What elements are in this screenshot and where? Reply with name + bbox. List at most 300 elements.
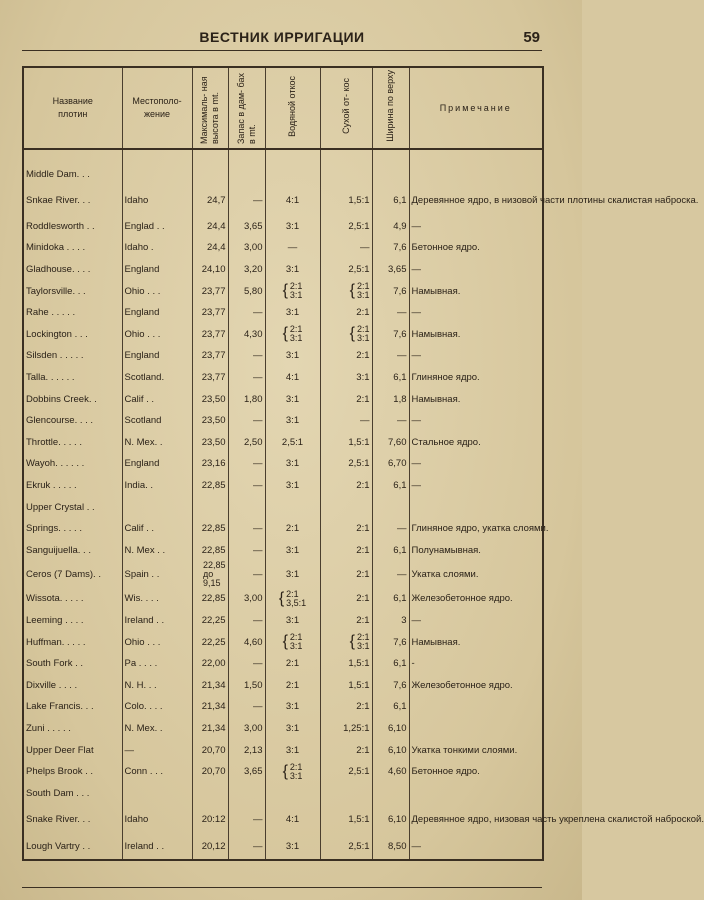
cell-name: Phelps Brook . .: [23, 761, 122, 783]
cell-crest-width: 3,65: [372, 259, 409, 281]
cell-upstream-slope: 4:1: [265, 186, 320, 216]
table-spacer-row: [23, 149, 543, 164]
cell-name: Huffman. . . . .: [23, 631, 122, 653]
cell-name: Throttle. . . . .: [23, 432, 122, 454]
cell-downstream-slope: 1,5:1: [320, 804, 372, 834]
cell-height: 23,77: [192, 280, 228, 302]
cell-location: N. Mex . .: [122, 540, 192, 562]
cell-location: England: [122, 302, 192, 324]
stacked-value: 2:1: [289, 281, 303, 292]
cell-crest-width: 7,6: [372, 324, 409, 346]
col-header-location: [122, 67, 192, 149]
cell-storage: —: [228, 804, 265, 834]
cell-location: Colo. . . .: [122, 696, 192, 718]
cell-location: N. Mex. .: [122, 718, 192, 740]
cell-downstream-slope: 2:1: [320, 588, 372, 610]
cell-upstream-slope: 3:1: [265, 739, 320, 761]
cell-upstream-slope: [265, 280, 320, 302]
cell-upstream-slope: 3:1: [265, 561, 320, 588]
cell-location: Idaho .: [122, 237, 192, 259]
spacer-cell: [122, 149, 192, 164]
spacer-cell: [23, 149, 122, 164]
cell-upstream-slope: [265, 761, 320, 783]
cell-crest-width: 6,1: [372, 475, 409, 497]
cell-upstream-slope: 2:1: [265, 518, 320, 540]
cell-note: —: [409, 475, 543, 497]
cell-downstream-slope: 1,5:1: [320, 674, 372, 696]
table-row: [23, 475, 543, 497]
cell-height: 22,85: [192, 588, 228, 610]
cell-crest-width: 6,1: [372, 696, 409, 718]
brace-mark: {: [282, 633, 288, 651]
cell-height: 23,50: [192, 432, 228, 454]
cell-downstream-slope: 2:1: [320, 540, 372, 562]
col-header-height: [192, 67, 228, 149]
cell-location: Ohio . . .: [122, 631, 192, 653]
cell-name: Ekruk . . . . .: [23, 475, 122, 497]
cell-name: Minidoka . . . .: [23, 237, 122, 259]
brace-mark: {: [349, 633, 355, 651]
table-row: [23, 410, 543, 432]
table-row: [23, 761, 543, 783]
cell-downstream-slope: 2:1: [320, 388, 372, 410]
cell-upstream-slope: 2:1: [265, 674, 320, 696]
table-row: [23, 804, 543, 834]
cell-crest-width: —: [372, 561, 409, 588]
cell-name: Springs. . . . .: [23, 518, 122, 540]
cell-note: Полунамывная.: [409, 540, 543, 562]
cell-note: Деревянное ядро, низовая часть укреплена скалистой наброской.: [409, 804, 543, 834]
cell-name: Silsden . . . . .: [23, 345, 122, 367]
cell-upstream-slope: [265, 782, 320, 804]
stacked-values: [357, 325, 370, 343]
stacked-values: [290, 282, 303, 300]
cell-storage: 3,65: [228, 761, 265, 783]
cell-height: 20:12: [192, 804, 228, 834]
cell-upstream-slope: 2,5:1: [265, 432, 320, 454]
cell-storage: —: [228, 345, 265, 367]
cell-crest-width: —: [372, 410, 409, 432]
cell-upstream-slope: [265, 588, 320, 610]
cell-downstream-slope: 2:1: [320, 475, 372, 497]
cell-downstream-slope: [320, 324, 372, 346]
brace-mark: {: [282, 325, 288, 343]
cell-note: —: [409, 302, 543, 324]
table-row: [23, 496, 543, 518]
stacked-values: [357, 282, 370, 300]
cell-storage: 3,20: [228, 259, 265, 281]
cell-name: Gladhouse. . . .: [23, 259, 122, 281]
cell-crest-width: 6,10: [372, 739, 409, 761]
cell-location: [122, 164, 192, 186]
cell-name: Glencourse. . . .: [23, 410, 122, 432]
cell-upstream-slope: [265, 324, 320, 346]
table-row: [23, 280, 543, 302]
cell-downstream-slope: [320, 631, 372, 653]
cell-crest-width: 6,1: [372, 653, 409, 675]
cell-note: [409, 782, 543, 804]
cell-crest-width: 6,1: [372, 186, 409, 216]
cell-note: —: [409, 610, 543, 632]
cell-downstream-slope: 2:1: [320, 518, 372, 540]
cell-upstream-slope: 3:1: [265, 259, 320, 281]
cell-location: Ireland . .: [122, 834, 192, 860]
col-header-notes-text: Примечание: [439, 102, 512, 113]
cell-upstream-slope: —: [265, 237, 320, 259]
cell-note: —: [409, 216, 543, 238]
cell-location: N. Mex. .: [122, 432, 192, 454]
cell-name: Lockington . . .: [23, 324, 122, 346]
cell-height: 24,7: [192, 186, 228, 216]
cell-downstream-slope: 2:1: [320, 561, 372, 588]
table-row: [23, 739, 543, 761]
cell-crest-width: —: [372, 345, 409, 367]
cell-note: Намывная.: [409, 388, 543, 410]
table-row: [23, 782, 543, 804]
cell-note: —: [409, 453, 543, 475]
cell-height: [192, 782, 228, 804]
cell-downstream-slope: 1,25:1: [320, 718, 372, 740]
cell-location: Scotland: [122, 410, 192, 432]
cell-name: Dixville . . . .: [23, 674, 122, 696]
cell-storage: —: [228, 653, 265, 675]
table-row: [23, 324, 543, 346]
stacked-value: 3:1: [289, 641, 303, 652]
cell-note: [409, 496, 543, 518]
table-row: [23, 345, 543, 367]
cell-downstream-slope: [320, 496, 372, 518]
cell-storage: —: [228, 696, 265, 718]
cell-height: [192, 496, 228, 518]
cell-storage: 3,00: [228, 237, 265, 259]
cell-upstream-slope: 3:1: [265, 216, 320, 238]
cell-upstream-slope: 3:1: [265, 540, 320, 562]
cell-downstream-slope: 2:1: [320, 696, 372, 718]
cell-name: Dobbins Creek. .: [23, 388, 122, 410]
cell-height: 23,50: [192, 410, 228, 432]
cell-crest-width: 7,6: [372, 674, 409, 696]
cell-upstream-slope: 3:1: [265, 453, 320, 475]
cell-crest-width: 6,1: [372, 367, 409, 389]
cell-downstream-slope: 2:1: [320, 739, 372, 761]
cell-upstream-slope: 3:1: [265, 610, 320, 632]
cell-upstream-slope: 2:1: [265, 653, 320, 675]
cell-storage: —: [228, 540, 265, 562]
table-row: [23, 540, 543, 562]
brace-mark: {: [278, 589, 285, 607]
col-header-crest: [372, 67, 409, 149]
cell-crest-width: —: [372, 302, 409, 324]
cell-location: —: [122, 739, 192, 761]
brace-mark: {: [349, 282, 355, 300]
col-header-height-text: Максималь- ная высота в mt.: [199, 76, 220, 144]
cell-location: Ireland . .: [122, 610, 192, 632]
cell-downstream-slope: 2,5:1: [320, 834, 372, 860]
cell-storage: —: [228, 610, 265, 632]
cell-location: Idaho: [122, 804, 192, 834]
cell-crest-width: 7,6: [372, 631, 409, 653]
table-row: [23, 674, 543, 696]
cell-storage: —: [228, 518, 265, 540]
stacked-values: [290, 763, 303, 781]
table-row: [23, 432, 543, 454]
stacked-value: до: [202, 569, 214, 580]
table-row: [23, 653, 543, 675]
cell-upstream-slope: 3:1: [265, 302, 320, 324]
cell-crest-width: 6,1: [372, 540, 409, 562]
stacked-value: 2:1: [356, 632, 370, 643]
cell-upstream-slope: 3:1: [265, 475, 320, 497]
cell-upstream-slope: [265, 631, 320, 653]
footer-rule: [22, 887, 542, 888]
cell-note: Железобетонное ядро.: [409, 674, 543, 696]
cell-name: Wayoh. . . . . .: [23, 453, 122, 475]
cell-height: 22,85: [192, 518, 228, 540]
cell-location: Englad . .: [122, 216, 192, 238]
cell-location: England: [122, 453, 192, 475]
cell-upstream-slope: 3:1: [265, 345, 320, 367]
cell-name: Snake River. . .: [23, 804, 122, 834]
cell-upstream-slope: [265, 164, 320, 186]
stacked-value: 3:1: [289, 770, 303, 781]
cell-note: —: [409, 834, 543, 860]
table-row: [23, 164, 543, 186]
cell-location: Scotland.: [122, 367, 192, 389]
stacked-value: 2:1: [289, 324, 303, 335]
cell-note: Стальное ядро.: [409, 432, 543, 454]
cell-height: 24,4: [192, 237, 228, 259]
cell-downstream-slope: 2,5:1: [320, 761, 372, 783]
cell-storage: 5,80: [228, 280, 265, 302]
cell-storage: 3,65: [228, 216, 265, 238]
cell-name: Sanguijuella. . .: [23, 540, 122, 562]
table-row: [23, 696, 543, 718]
stacked-values: [203, 561, 226, 588]
spacer-cell: [192, 149, 228, 164]
cell-downstream-slope: [320, 782, 372, 804]
cell-crest-width: [372, 782, 409, 804]
cell-height: 23,16: [192, 453, 228, 475]
cell-upstream-slope: 4:1: [265, 804, 320, 834]
cell-note: [409, 718, 543, 740]
stacked-value: 3:1: [356, 333, 370, 344]
table-header-row: [23, 67, 543, 149]
cell-name: Middle Dam. . .: [23, 164, 122, 186]
cell-note: Глиняное ядро, укатка слоями.: [409, 518, 543, 540]
cell-height: 22,25: [192, 631, 228, 653]
cell-location: N. H. . .: [122, 674, 192, 696]
cell-storage: —: [228, 302, 265, 324]
header-rule: [22, 50, 542, 51]
cell-crest-width: 7,6: [372, 237, 409, 259]
cell-note: [409, 696, 543, 718]
cell-note: Намывная.: [409, 631, 543, 653]
cell-downstream-slope: 2:1: [320, 610, 372, 632]
cell-height: 23,77: [192, 345, 228, 367]
col-header-downstream-text: Сухой от- кос: [340, 78, 351, 134]
table-row: [23, 834, 543, 860]
cell-height: 24,10: [192, 259, 228, 281]
cell-height: [192, 561, 228, 588]
cell-height: 23,77: [192, 302, 228, 324]
cell-note: Бетонное ядро.: [409, 237, 543, 259]
stacked-value: 3:1: [289, 290, 303, 301]
stacked-value: 2:1: [289, 632, 303, 643]
col-header-name-line2: плотин: [58, 109, 88, 119]
cell-location: Calif . .: [122, 518, 192, 540]
cell-name: Rahe . . . . .: [23, 302, 122, 324]
cell-note: Укатка тонкими слоями.: [409, 739, 543, 761]
cell-name: Lake Francis. . .: [23, 696, 122, 718]
cell-height: 22,85: [192, 475, 228, 497]
cell-note: [409, 164, 543, 186]
cell-height: 23,50: [192, 388, 228, 410]
dams-table: [22, 66, 704, 861]
table-row: [23, 561, 543, 588]
col-header-downstream: [320, 67, 372, 149]
cell-note: —: [409, 410, 543, 432]
cell-upstream-slope: 3:1: [265, 834, 320, 860]
stacked-value: 3:1: [356, 641, 370, 652]
cell-height: [192, 164, 228, 186]
cell-crest-width: 8,50: [372, 834, 409, 860]
stacked-value: 22,85: [202, 560, 226, 571]
cell-crest-width: [372, 496, 409, 518]
cell-note: Укатка слоями.: [409, 561, 543, 588]
stacked-values: [286, 590, 306, 608]
cell-name: Zuni . . . . .: [23, 718, 122, 740]
spacer-cell: [409, 149, 543, 164]
table-row: [23, 186, 543, 216]
table-row: [23, 518, 543, 540]
cell-location: Spain . .: [122, 561, 192, 588]
cell-height: 21,34: [192, 696, 228, 718]
stacked-value: 2:1: [356, 324, 370, 335]
stacked-value: 2:1: [356, 281, 370, 292]
cell-note: —: [409, 345, 543, 367]
table-row: [23, 453, 543, 475]
cell-storage: 3,00: [228, 588, 265, 610]
cell-note: Деревянное ядро, в низовой части плотины скалистая наброска.: [409, 186, 543, 216]
table-body: [23, 149, 704, 860]
cell-downstream-slope: 1,5:1: [320, 653, 372, 675]
col-header-upstream: [265, 67, 320, 149]
brace-mark: {: [282, 762, 288, 780]
cell-downstream-slope: 2,5:1: [320, 216, 372, 238]
running-header: [22, 26, 542, 50]
cell-downstream-slope: 1,5:1: [320, 432, 372, 454]
col-header-upstream-text: Водяной откос: [287, 75, 297, 137]
cell-downstream-slope: 1,5:1: [320, 186, 372, 216]
table-row: [23, 302, 543, 324]
cell-height: 22,85: [192, 540, 228, 562]
cell-location: India. .: [122, 475, 192, 497]
cell-note: Железобетонное ядро.: [409, 588, 543, 610]
cell-location: Idaho: [122, 186, 192, 216]
cell-downstream-slope: —: [320, 237, 372, 259]
col-header-location-line1: Местополо-: [132, 96, 182, 106]
table-row: [23, 388, 543, 410]
cell-crest-width: 6,70: [372, 453, 409, 475]
cell-crest-width: —: [372, 518, 409, 540]
table-row: [23, 237, 543, 259]
cell-name: South Fork . .: [23, 653, 122, 675]
cell-upstream-slope: 3:1: [265, 388, 320, 410]
col-header-crest-text: Ширина по верху: [385, 70, 395, 142]
cell-upstream-slope: [265, 496, 320, 518]
col-header-notes: [409, 67, 543, 149]
cell-name: Lough Vartry . .: [23, 834, 122, 860]
cell-storage: —: [228, 561, 265, 588]
cell-name: Upper Deer Flat: [23, 739, 122, 761]
cell-storage: —: [228, 410, 265, 432]
cell-storage: [228, 496, 265, 518]
cell-location: [122, 496, 192, 518]
cell-name: Roddlesworth . .: [23, 216, 122, 238]
spacer-cell: [372, 149, 409, 164]
cell-upstream-slope: 3:1: [265, 696, 320, 718]
cell-name: Upper Crystal . .: [23, 496, 122, 518]
table-row: [23, 718, 543, 740]
stacked-value: 3:1: [356, 290, 370, 301]
table-row: [23, 588, 543, 610]
spacer-cell: [320, 149, 372, 164]
table-row: [23, 259, 543, 281]
cell-note: -: [409, 653, 543, 675]
cell-downstream-slope: —: [320, 410, 372, 432]
cell-location: Calif . .: [122, 388, 192, 410]
cell-downstream-slope: 2:1: [320, 345, 372, 367]
cell-name: Taylorsville. . .: [23, 280, 122, 302]
cell-height: 20,70: [192, 739, 228, 761]
cell-name: Wissota. . . . .: [23, 588, 122, 610]
cell-downstream-slope: 2:1: [320, 302, 372, 324]
stacked-values: [290, 325, 303, 343]
cell-height: 20,12: [192, 834, 228, 860]
cell-height: 22,00: [192, 653, 228, 675]
brace-mark: {: [282, 282, 288, 300]
cell-name: Talla. . . . . .: [23, 367, 122, 389]
cell-crest-width: 4,9: [372, 216, 409, 238]
cell-storage: [228, 782, 265, 804]
cell-height: 23,77: [192, 324, 228, 346]
stacked-value: 9,15: [202, 578, 221, 589]
cell-storage: 2,50: [228, 432, 265, 454]
spacer-cell: [228, 149, 265, 164]
cell-location: Ohio . . .: [122, 324, 192, 346]
cell-downstream-slope: [320, 164, 372, 186]
cell-storage: 4,30: [228, 324, 265, 346]
cell-storage: 2,13: [228, 739, 265, 761]
cell-storage: 3,00: [228, 718, 265, 740]
table-row: [23, 631, 543, 653]
stacked-values: [357, 633, 370, 651]
cell-location: Wis. . . .: [122, 588, 192, 610]
cell-storage: [228, 164, 265, 186]
journal-title: ВЕСТНИК ИРРИГАЦИИ: [199, 29, 365, 45]
cell-storage: 1,50: [228, 674, 265, 696]
cell-upstream-slope: 4:1: [265, 367, 320, 389]
cell-crest-width: 6,10: [372, 804, 409, 834]
cell-storage: 4,60: [228, 631, 265, 653]
col-header-storage: [228, 67, 265, 149]
cell-height: 21,34: [192, 718, 228, 740]
table-row: [23, 216, 543, 238]
cell-note: Намывная.: [409, 324, 543, 346]
cell-height: 20,70: [192, 761, 228, 783]
cell-height: 24,4: [192, 216, 228, 238]
col-header-location-line2: жение: [143, 109, 171, 119]
